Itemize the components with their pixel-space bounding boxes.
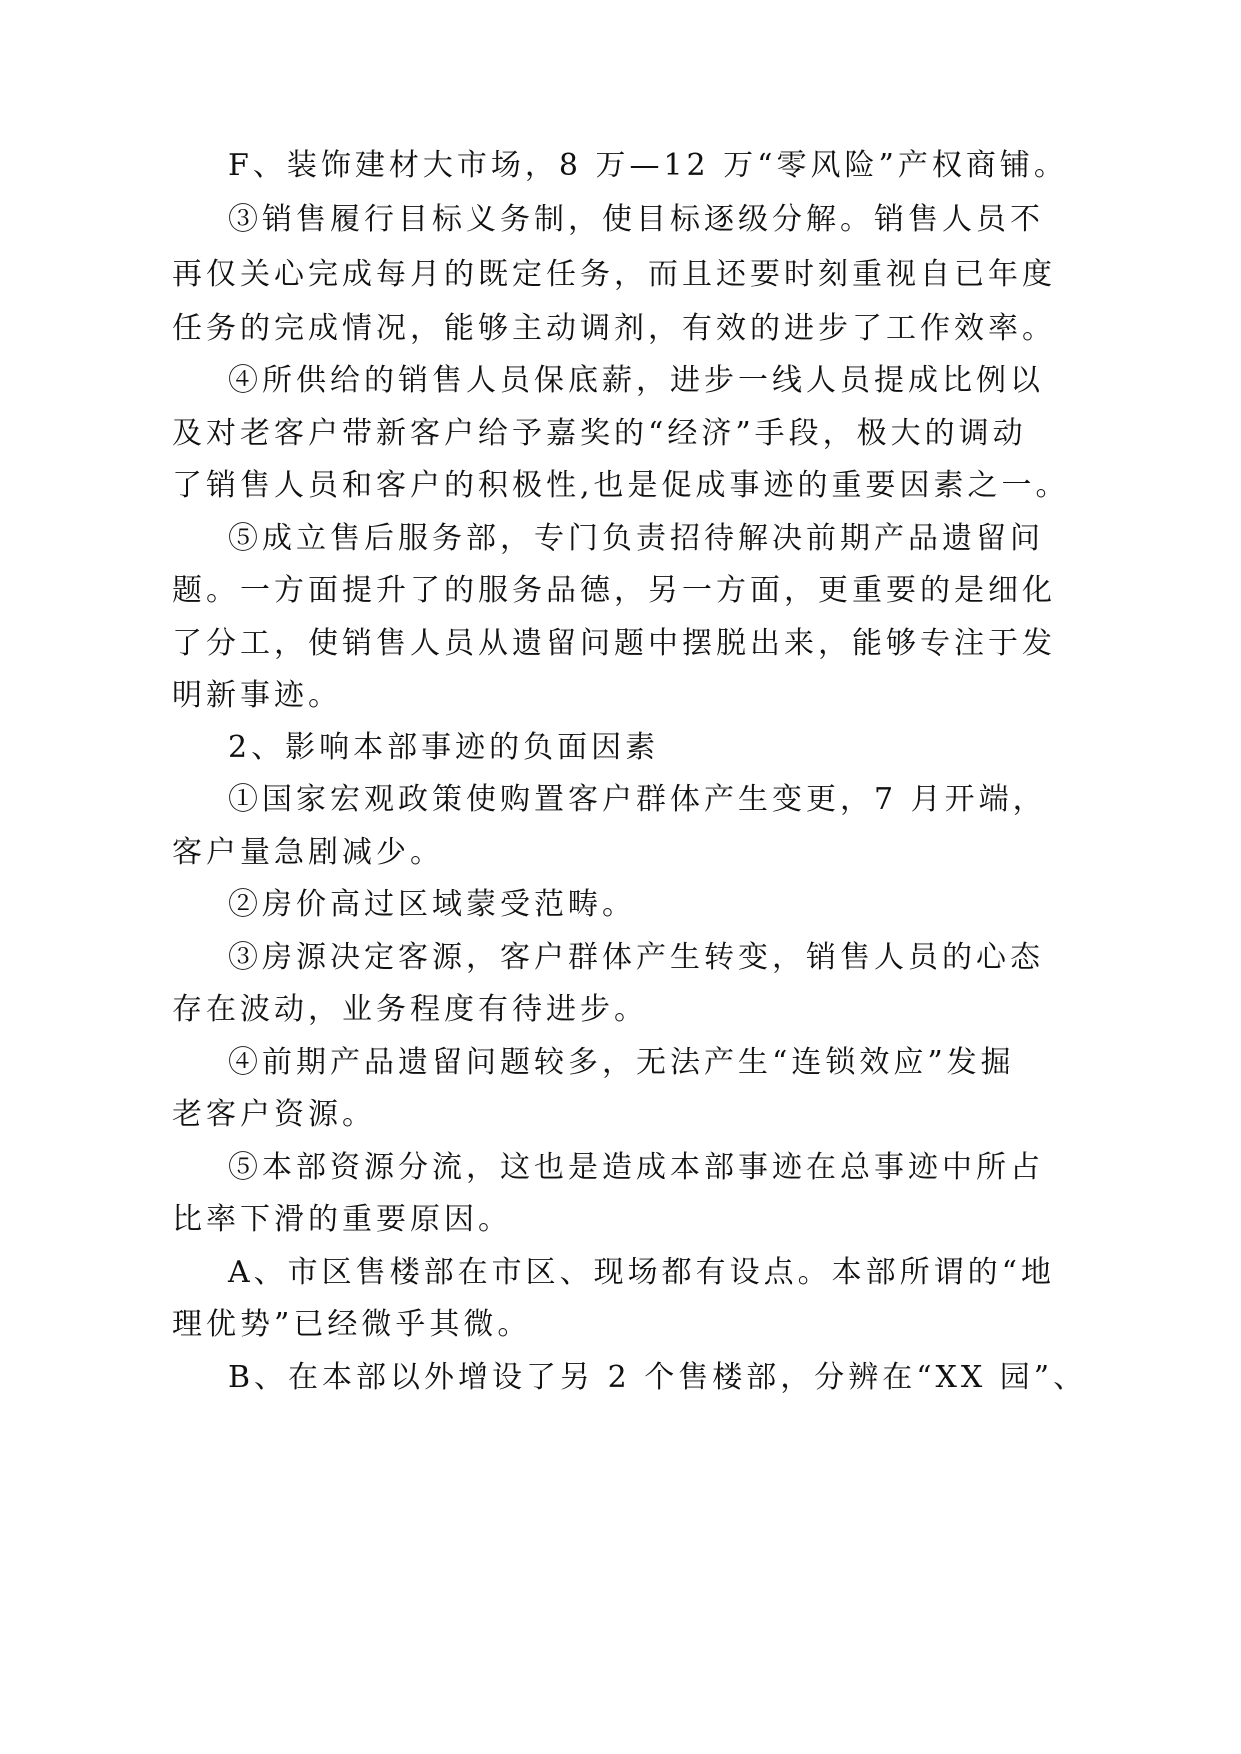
text-line: 了销售人员和客户的积极性,也是促成事迹的重要因素之一。: [172, 468, 1070, 503]
text-line: 理优势”已经微乎其微。: [172, 1307, 532, 1342]
text-line: 题。一方面提升了的服务品德，另一方面，更重要的是细化: [172, 573, 1056, 608]
text-line: 2、影响本部事迹的负面因素: [228, 730, 660, 765]
text-line: B、在本部以外增设了另 2 个售楼部，分辨在“XX 园”、: [228, 1360, 1088, 1395]
text-line: 任务的完成情况，能够主动调剂，有效的进步了工作效率。: [172, 311, 1056, 346]
text-line: F、装饰建材大市场，8 万—12 万“零风险”产权商铺。: [228, 148, 1068, 183]
text-line: 及对老客户带新客户给予嘉奖的“经济”手段，极大的调动: [172, 416, 1027, 451]
text-line: 客户量急剧减少。: [172, 835, 444, 870]
text-line: 老客户资源。: [172, 1097, 376, 1132]
text-line: ④前期产品遗留问题较多，无法产生“连锁效应”发掘: [228, 1045, 1015, 1080]
text-line: 再仅关心完成每月的既定任务，而且还要时刻重视自已年度: [172, 257, 1056, 292]
text-line: ④所供给的销售人员保底薪，进步一线人员提成比例以: [228, 363, 1044, 398]
text-line: 了分工，使销售人员从遗留问题中摆脱出来，能够专注于发: [172, 626, 1056, 661]
text-line: ③房源决定客源，客户群体产生转变，销售人员的心态: [228, 940, 1044, 975]
text-line: 明新事迹。: [172, 678, 342, 713]
text-line: ⑤成立售后服务部，专门负责招待解决前期产品遗留问: [228, 521, 1044, 556]
text-line: ③销售履行目标义务制，使目标逐级分解。销售人员不: [228, 202, 1044, 237]
text-line: 存在波动，业务程度有待进步。: [172, 992, 648, 1027]
text-line: A、市区售楼部在市区、现场都有设点。本部所谓的“地: [228, 1255, 1056, 1290]
text-line: 比率下滑的重要原因。: [172, 1202, 512, 1237]
text-line: ①国家宏观政策使购置客户群体产生变更，7 月开端，: [228, 782, 1047, 817]
text-line: ②房价高过区域蒙受范畴。: [228, 887, 636, 922]
text-line: ⑤本部资源分流，这也是造成本部事迹在总事迹中所占: [228, 1150, 1044, 1185]
